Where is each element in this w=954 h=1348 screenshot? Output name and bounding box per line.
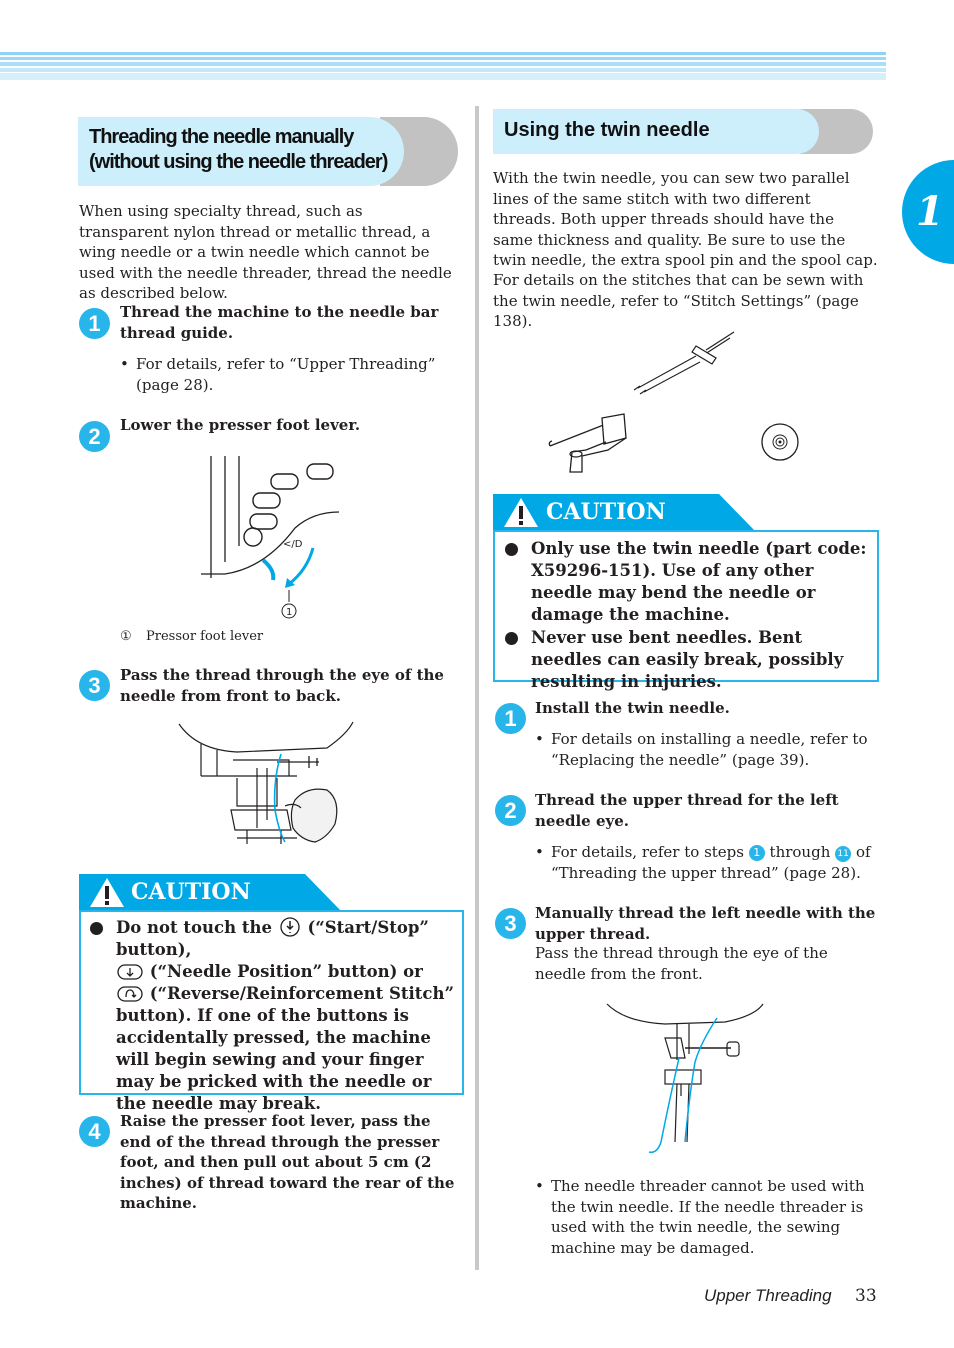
right-step-2-number: 2 [495,795,526,826]
left-heading-line1: Threading the needle manually [89,126,354,148]
step-3-number: 3 [79,670,110,701]
needle-position-button-icon [116,963,144,981]
caution-text-1: Do not touch the [116,918,272,937]
page-number: 33 [855,1286,877,1306]
reverse-stitch-button-icon [116,985,144,1003]
right-caution-text-2: Never use bent needles. Bent needles can easily break, possibly resulting in injuries. [531,628,844,691]
caution-text-2: (“Start/Stop” button), [116,918,429,959]
right-step-1-number: 1 [495,703,526,734]
right-caution-title: CAUTION [546,499,666,525]
svg-text:1: 1 [286,607,293,618]
twin-needle-threading-illustration [605,1002,765,1160]
right-step-2-text-c: of “Threading the upper thread” (page 28). [551,843,871,882]
bullet-dot [90,922,103,935]
step-1-number: 1 [79,308,110,339]
step-1-title: Thread the machine to the needle bar thread guide. [120,303,439,342]
caution-text-3: (“Needle Position” button) or [149,962,423,981]
step-3-title: Pass the thread through the eye of the needle from front to back. [120,666,444,705]
warning-icon [502,496,540,529]
right-step-3-body: Pass the thread through the eye of the needle from the front. [535,944,828,983]
left-caution-item [90,917,454,1115]
right-step-2-text-a: For details, refer to steps [551,843,744,861]
right-step-1-bullet: • For details on installing a needle, refer to “Replacing the needle” (page 39). [535,729,871,770]
right-intro-2: For details on the stitches that can be sewn with the twin needle, refer to “Stitch Settings” (page 138). [493,271,864,330]
right-caution-text-1: Only use the twin needle (part code: X59296-151). Use of any other needle may bend the needle or damage the machine. [531,539,867,624]
bullet-dot [505,543,518,556]
left-intro: When using specialty thread, such as transparent nylon thread or metallic thread, a wing needle or a twin needle which cannot be used with the needle threader, thread the needle as described below. [79,202,452,302]
callout-label: Pressor foot lever [146,629,264,644]
step-2-number: 2 [79,421,110,452]
step-ref-11: 11 [835,846,851,862]
left-caution-title: CAUTION [131,879,251,905]
step-1-bullet: • For details, refer to “Upper Threading” (page 28). [120,354,461,395]
step-ref-1: 1 [749,845,765,861]
right-step-2-bullet [535,842,871,883]
threading-eye-illustration [177,720,357,850]
bullet-dot [505,632,518,645]
right-step-3-number: 3 [495,908,526,939]
callout-marker: ① [120,629,132,644]
step-4-number: 4 [79,1116,110,1147]
left-heading-line2: (without using the needle threader) [89,151,388,173]
spool-pin-illustration [546,408,632,478]
right-intro: With the twin needle, you can sew two parallel lines of the same stitch with two different threads. Both upper threads should have the same thickness and quality. Be sure to use the twin needle, the extra spool pin and the spool cap. [493,169,878,269]
right-caution-item-2 [505,627,873,693]
top-decorative-band [0,52,886,80]
spool-cap-illustration [759,421,801,463]
right-step-2-text-b: through [769,843,831,861]
presser-foot-illustration [195,450,345,625]
caution-text-4: (“Reverse/Reinforcement Stitch” button). If one of the buttons is accidentally pressed, the machine will begin sewing and your finger may be pricked with the needle or the needle may break. [116,984,454,1113]
footer-section-name: Upper Threading [704,1286,832,1305]
start-stop-button-icon [278,917,302,937]
step-2-title: Lower the presser foot lever. [120,416,361,434]
warning-icon [88,876,126,909]
right-caution-item-1 [505,538,873,626]
chapter-number: 1 [916,188,944,235]
right-step-3-bullet: • The needle threader cannot be used with the twin needle. If the needle threader is used with the twin needle, the sewing machine may be damaged. [535,1176,891,1258]
right-heading: Using the twin needle [504,119,710,141]
column-divider [475,106,479,1270]
right-step-1-title: Install the twin needle. [535,699,730,717]
right-step-3-title: Manually thread the left needle with the upper thread. [535,904,876,943]
svg-text:</D: </D [283,539,303,550]
step-4-title: Raise the presser foot lever, pass the end of the thread through the presser foot, and then pull out about 5 cm (2 inches) of thread toward the rear of the machine. [120,1112,455,1212]
right-step-2-title: Thread the upper thread for the left needle eye. [535,791,839,830]
twin-needle-illustration [630,328,740,396]
